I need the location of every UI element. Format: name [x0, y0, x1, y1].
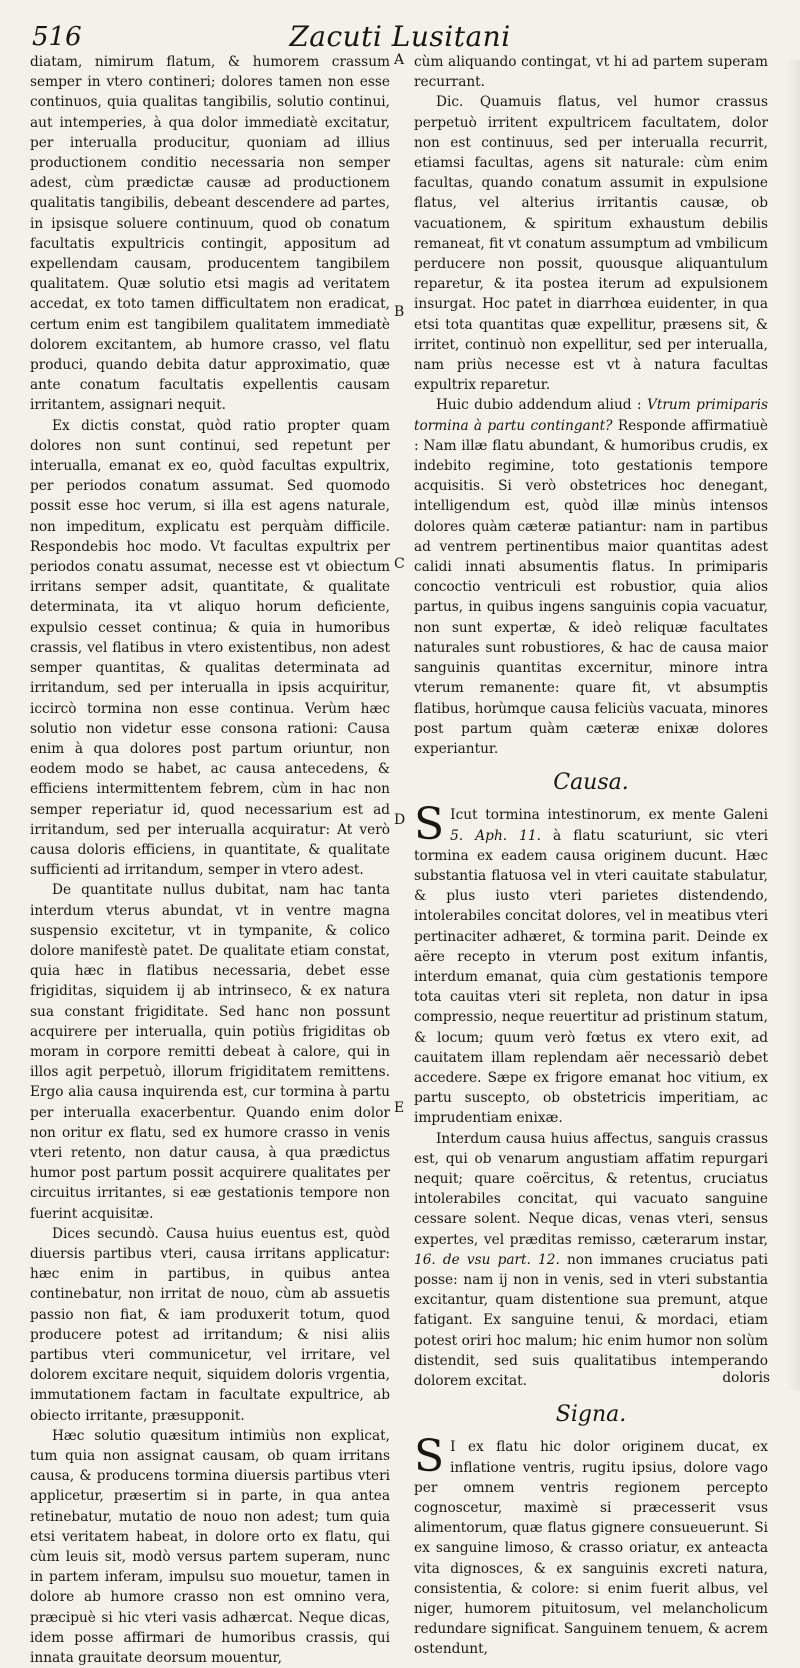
paragraph: De quantitate nullus dubitat, nam hac tanta interdum vterus abundat, vt in ventre magna suspensio excitetur, vt in tympanite, & colico dolore manifestè patet. De qualitate etiam constat, quia hæc in flatibus necessaria, debet esse frigiditas, siquidem ij ab intrinseco, & ex natura sua constant frigiditate. Sed hanc non possunt acquirere per interualla, quin potiùs frigiditas ob moram in corpore remitti debeat à calore, qui in illos agit perpetuò, illorum frigiditatem remittens. Ergo alia causa inquirenda est, cur tormina à partu per interualla exacerbentur. Quando enim dolor non oritur ex flatu, sed ex humore crasso in venis vteri retento, non datur causa, à qua prædictus humor post partum possit acquirere qualitates per circuitus irritantes, si eæ gestationis tempore non fuerint acquisitæ. [30, 882, 390, 1222]
left-column [30, 52, 390, 1668]
text-span: Huic dubio addendum aliud : [436, 397, 642, 414]
paragraph: Ex dictis constat, quòd ratio propter quam dolores non sunt continui, sed repetunt per interualla, emanat ex eo, quòd facultas expultrix, per periodos conatum assumat. Sed quomodo possit esse hoc verum, si illa est agens naturale, non impeditum, explicatu est perquàm difficile. Respondebis hoc modo. Vt facultas expultrix per periodos conatu assumat, necesse est vt obiectum irritans semper adsit, quantitate, & qualitate determinata, ita vt aliquo horum deficiente, expulsio cesset continua; & quia in humoribus crassis, vel flatibus in vtero existentibus, non adest semper quantitas, & qualitas determinata ad irritandum, sed per interualla in ipsis acquiritur, iccircò tormina non esse continua. Verùm hæc solutio non videtur esse consona rationi: Causa enim à qua dolores post partum oriuntur, non eodem modo se habet, ac causa antecedens, & efficiens intermittentem febrem, cùm in hac non semper reperiatur id, quod necessarium est ad irritandum, sed per interualla acquiratur: At verò causa doloris efficiens, in quantitate, & qualitate sufficienti ad irritandum, semper in vtero adest. [30, 417, 390, 879]
paragraph: Dic. Quamuis flatus, vel humor crassus perpetuò irritent expultricem facultatem, dolor non est continuus, sed per interualla recurrit, etiamsi facultas, agens sit naturale: cùm enim facultas, quando conatum assumit in expulsione flatus, vel alterius irritantis causæ, ob vacuationem, & spiritum exhaustum debilis remaneat, fit vt conatum assumptum ad vmbilicum perducere non possit, quousque aliquantulum reparetur, & ita postea iterum ad expulsionem insurgat. Hoc patet in diarrhœa euidenter, in qua etsi tota quantitas quæ expellitur, præsens sit, & irritet, continuò non expellitur, sed per interualla, nam priùs necesse est vt à natura facultas expultrix reparetur. [414, 94, 768, 394]
drop-cap: S [414, 1431, 445, 1483]
section-heading-causa: Causa. [553, 770, 629, 796]
paragraph: Dices secundò. Causa huius euentus est, quòd diuersis partibus vteri, causa irritans applicatur: hæc enim in partibus, in quibus antea continebatur, non irritat de nouo, cùm ab assuetis passio non fiat, & iam produxerit totum, quod producere potest ad irritandum; & nisi aliis partibus vteri communicetur, vel irritare, vel dolorem excitare nequit, siquidem doloris vrgentia, immutationem factam in facultate expultrice, ab obiecto irritante, præsupponit. [30, 1225, 390, 1424]
running-head [24, 18, 776, 54]
running-title: Zacuti Lusitani [289, 20, 511, 53]
text-span: Responde affirmatiuè : Nam illæ flatu abundant, & humoribus crudis, ex indebito regimine, toto gestationis tempore acquisitis. Si verò obstetrices hoc denegant, intelligendum est, quòd illæ minùs intensos dolores quàm cæteræ patiantur: nam in partibus ad ventrem pertinentibus maior quantitas adest calidi innati absumentis flatus. In primiparis concoctio ventriculi est robustior, quia alios partus, in quibus ingens sanguinis copia vacuatur, non sunt expertæ, & ideò reliquæ facultates naturales sunt robustiores, & hac de causa maior sanguinis quantitas excernitur, minore intra vterum remanente: quare fit, vt absumptis flatibus, horùmque causa feliciùs vacuata, minores post partum quàm cæteræ enixæ dolores experiantur. [414, 417, 768, 757]
question-italic: Vtrum primiparis tormina à partu contingant? [414, 397, 768, 434]
catchword: doloris [722, 1370, 770, 1386]
citation: 5. Aph. 11. [450, 827, 541, 844]
margin-letter-e: E [394, 1100, 405, 1116]
text-span: à flatu scaturiunt, sic vteri tormina ex eadem causa originem ducunt. Hæc substantia flatuosa vel in vteri cauitate stabulatur, & plus iusto vteri parietes distendendo, intolerabiles concitat dolores, vel in meatibus vteri pertinaciter adhæret, & tormina parit. Deinde ex aëre recepto in vterum post exitum infantis, interdum emanat, quia cùm gestationis tempore tota cauitas vteri sit repleta, non datur in ipsa compressio, neque reuertitur ad pristinum statum, & locum; quum verò fœtus ex vtero exit, ad cauitatem illam replendam aër necessariò debet accedere. Sæpe ex frigore emanat hoc vitium, ex partu suscepto, ob obstetricis imperitiam, ac imprudentiam enixæ. [414, 827, 768, 1127]
paragraph [414, 395, 768, 759]
citation: 16. de vsu part. 12. [414, 1251, 560, 1268]
drop-cap: S [414, 799, 445, 851]
margin-letter-c: C [394, 556, 405, 572]
paragraph: cùm aliquando contingat, vt hi ad partem superam recurrant. [414, 54, 768, 91]
section-heading-signa: Signa. [555, 1402, 627, 1428]
paragraph [414, 1129, 768, 1392]
page-edge-shadow [786, 60, 800, 1390]
margin-letter-a: A [394, 52, 405, 68]
page-number: 516 [32, 22, 82, 52]
text-span: Icut tormina intestinorum, ex mente Galeni [450, 807, 768, 824]
right-column [414, 52, 768, 1660]
margin-letter-d: D [394, 812, 406, 828]
paragraph: diatam, nimirum flatum, & humorem crassum semper in vtero contineri; dolores tamen non esse continuos, quia qualitas tangibilis, solutio continui, aut intemperies, à qua dolor immediatè excitatur, per interualla producitur, quoniam ad illius productionem conditio necessaria non semper adest, cùm prædictæ causæ ad productionem qualitatis tangibilis, debeant descendere ad partes, in ipsisque soluere continuum, quod ob conatum facultatis expultricis contingit, appositum ad expellendam causam, producentem tangibilem qualitatem. Quæ solutio etsi magis ad veritatem accedat, ex toto tamen difficultatem non eradicat, certum enim est tangibilem qualitatem immediatè dolorem excitantem, ab humore crasso, vel flatu produci, quando debita datur approximatio, quæ ante conatum facultatis expellentis causam irritantem, assignari nequit. [30, 54, 390, 414]
text-span: I ex flatu hic dolor originem ducat, ex inflatione ventris, rugitu ipsius, dolore vago per omnem ventris regionem percepto cognoscetur, maximè si præcesserit vsus alimentorum, quæ flatus gignere consueuerunt. Si ex sanguine limoso, & crasso oriatur, ex anteacta vita dignosces, & ex sanguinis excreti natura, consistentia, & colore: si enim fuerit albus, vel niger, humorem pituitosum, vel melancholicum redundare significat. Sanguinem tenuem, & acrem ostendunt, [414, 1439, 768, 1658]
text-span: Interdum causa huius affectus, sanguis crassus est, qui ob venarum angustiam affatim repurgari nequit; quare coërcitus, & retentus, cruciatus intolerabiles concitat, qui vacuato sanguine cessare solent. Neque dicas, venas vteri, sensus expertes, vel præditas remisso, cæterarum instar, [414, 1130, 768, 1248]
paragraph [414, 1431, 768, 1659]
paragraph: Hæc solutio quæsitum intimiùs non explicat, tum quia non assignat causam, ob quam irritans causa, & producens tormina diuersis partibus vteri applicetur, præsertim si in parte, in qua antea retinebatur, mutatio de nouo non adest; tum quia etsi veritatem habeat, in dolore orto ex flatu, qui cùm leuis sit, modò versus partem superam, nunc in partem inferam, impulsu suo mouetur, tamen in dolore ab humore crasso non est omnino vera, præcipuè si hic vteri vasis adhærcat. Neque dicas, idem posse affirmari de humoribus crassis, qui innata grauitate deorsum mouentur, [30, 1427, 390, 1667]
paragraph [414, 799, 768, 1128]
margin-letter-b: B [394, 304, 405, 320]
text-span: non immanes cruciatus pati posse: nam ij non in venis, sed in vteri substantia excitantur, quam distentione sua premunt, atque fatigant. Ex sanguine tenui, & mordaci, etiam potest oriri hoc malum; hic enim humor non solùm distendit, sed suis qualitatibus intemperando dolorem excitat. [414, 1251, 768, 1389]
